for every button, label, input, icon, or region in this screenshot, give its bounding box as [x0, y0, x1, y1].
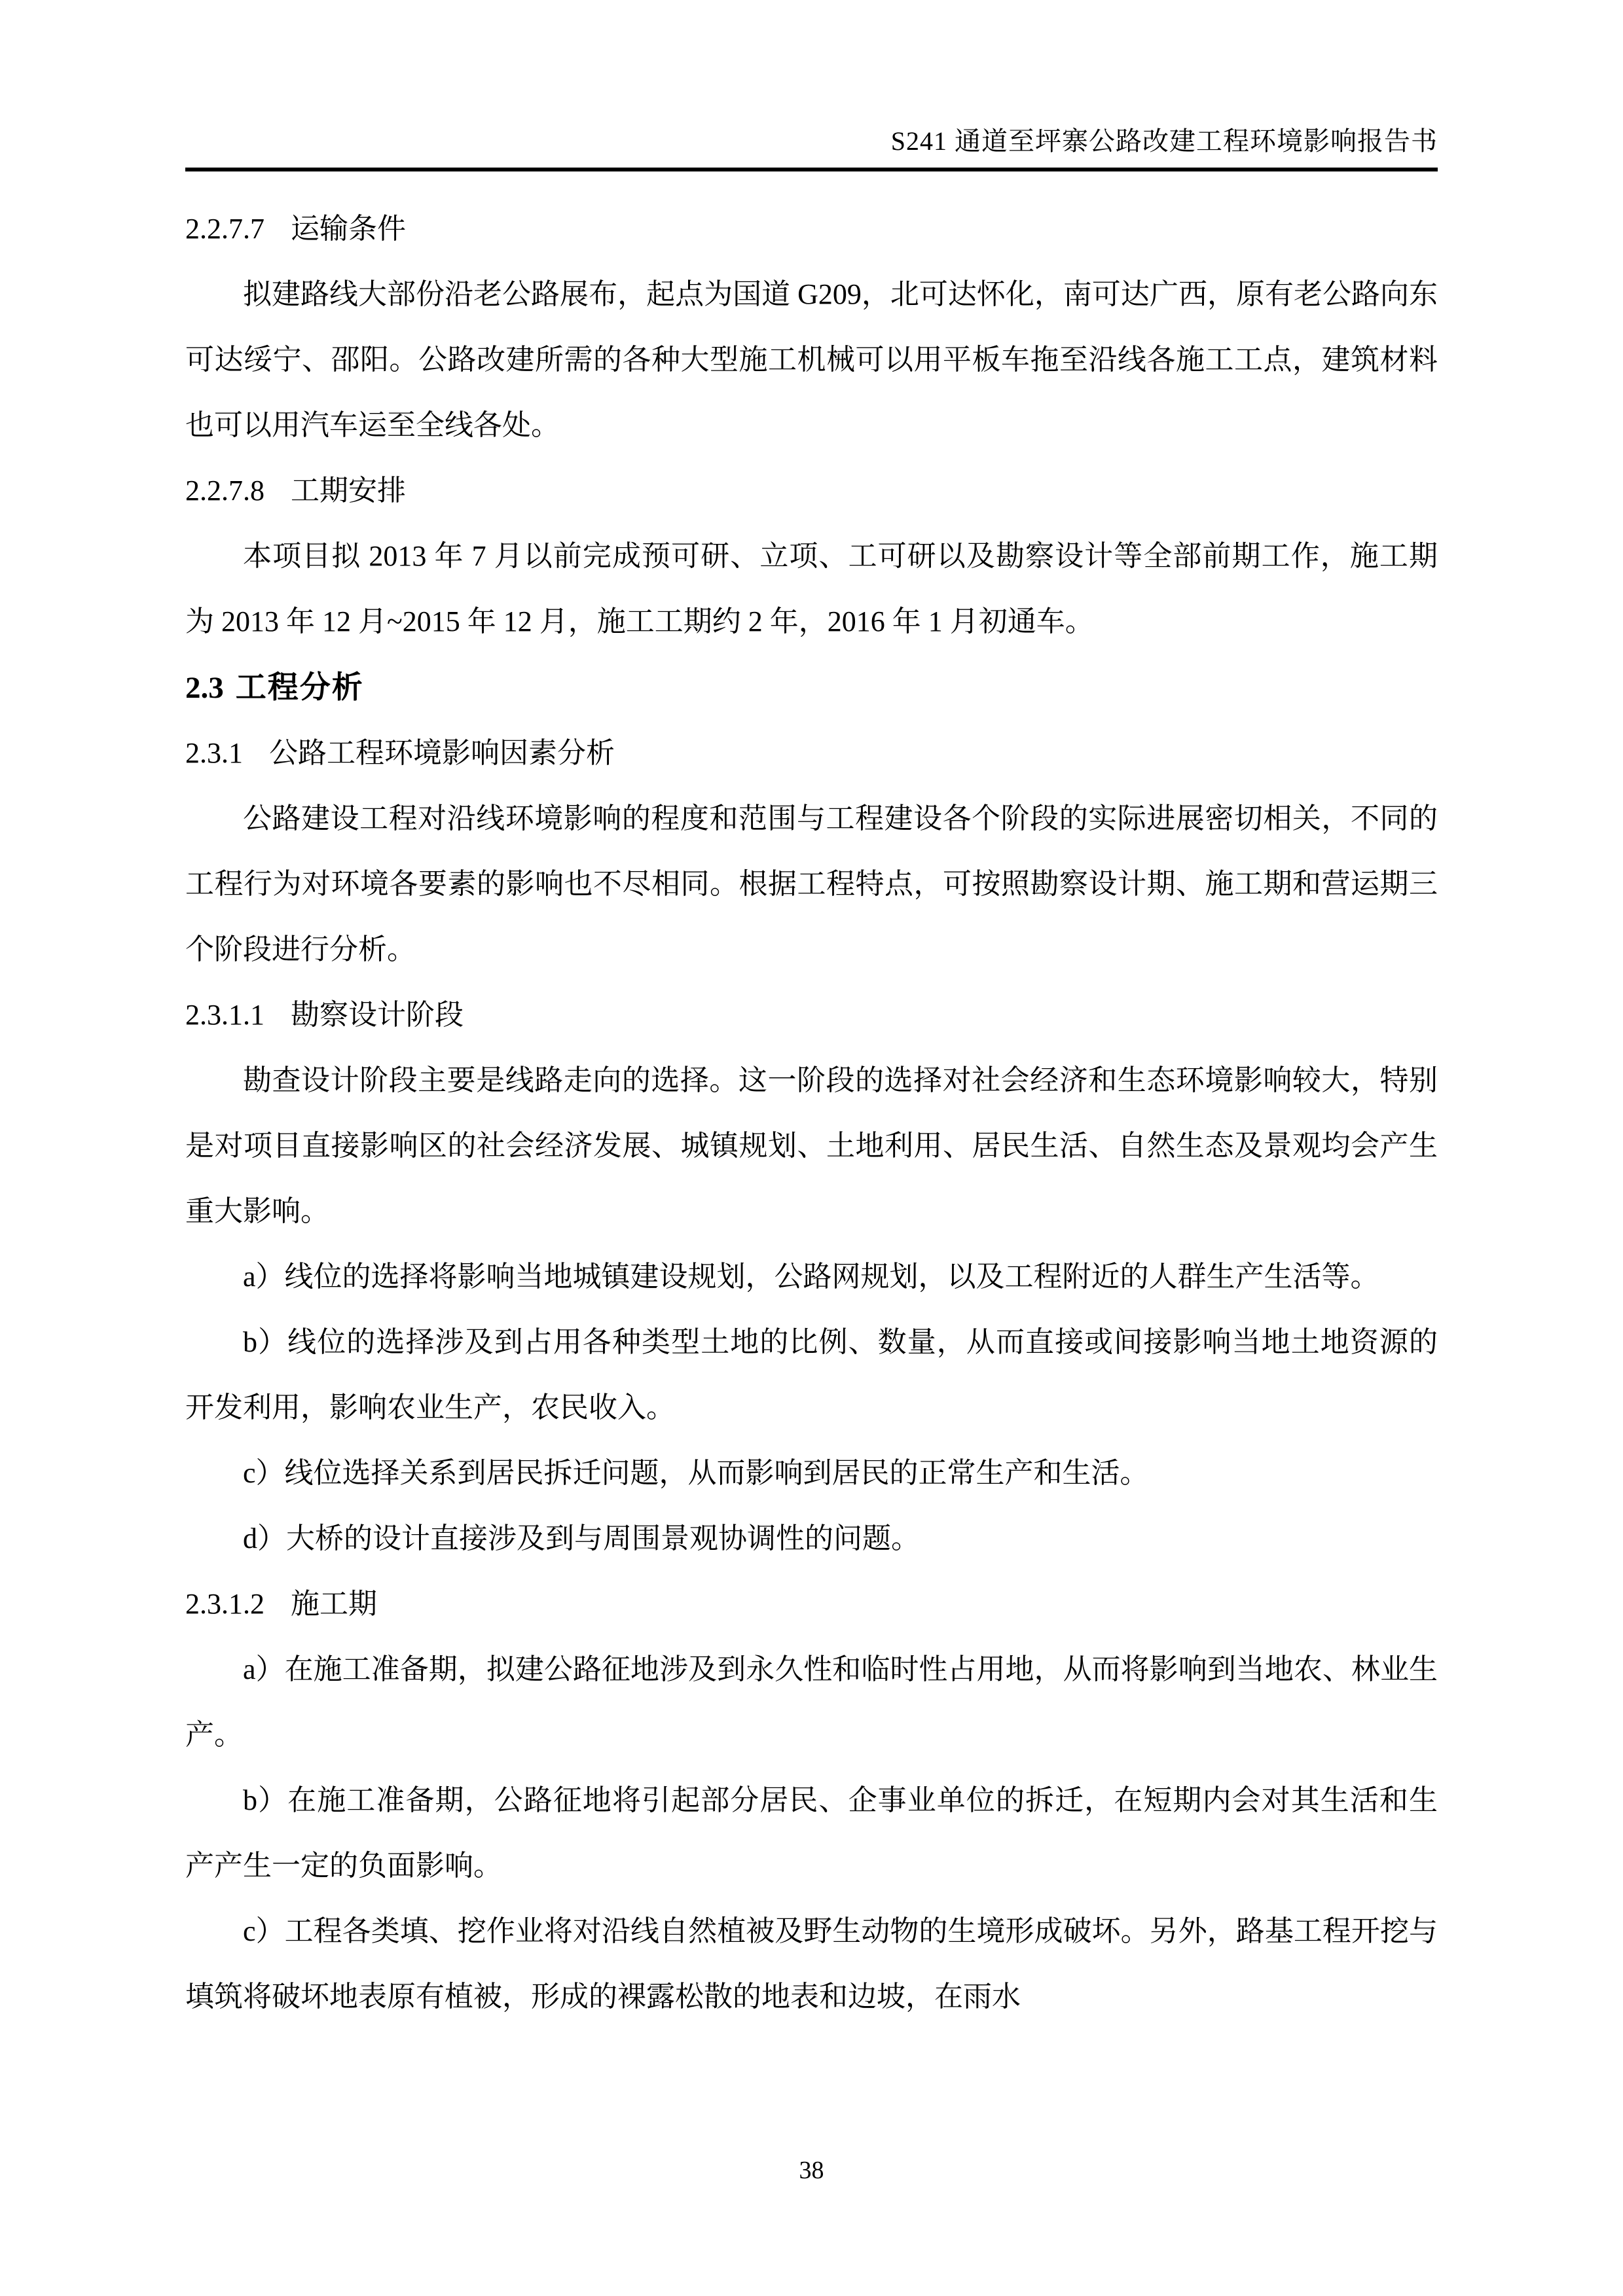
page-header	[185, 0, 1438, 171]
paragraph: b）线位的选择涉及到占用各种类型土地的比例、数量，从而直接或间接影响当地土地资源的开发利用，影响农业生产，农民收入。	[185, 1326, 1438, 1424]
section-number: 2.3.1	[185, 737, 243, 769]
section-number: 2.3	[185, 671, 224, 705]
paragraph: c）工程各类填、挖作业将对沿线自然植被及野生动物的生境形成破坏。另外，路基工程开挖与填筑将破坏地表原有植被，形成的裸露松散的地表和边坡，在雨水	[185, 1915, 1438, 2013]
section-number: 2.3.1.1	[185, 999, 264, 1031]
page-number: 38	[799, 2157, 824, 2184]
section-title: 公路工程环境影响因素分析	[269, 737, 615, 769]
paragraph: b）在施工准备期，公路征地将引起部分居民、企事业单位的拆迁，在短期内会对其生活和生产产生一定的负面影响。	[185, 1784, 1438, 1882]
page-footer	[0, 2156, 1623, 2185]
paragraph: 拟建路线大部份沿老公路展布，起点为国道 G209，北可达怀化，南可达广西，原有老公路向东可达绥宁、邵阳。公路改建所需的各种大型施工机械可以用平板车拖至沿线各施工工点，建筑材料也可以用汽车运至全线各处。	[185, 278, 1438, 441]
section-heading-2.3.1	[185, 721, 1438, 786]
paragraph: c）线位选择关系到居民拆迁问题，从而影响到居民的正常生产和生活。	[243, 1457, 1149, 1489]
section-heading-2.3.1.2	[185, 1571, 1438, 1637]
section-title: 运输条件	[291, 213, 406, 245]
paragraph: 本项目拟 2013 年 7 月以前完成预可研、立项、工可研以及勘察设计等全部前期工作，施工期为 2013 年 12 月~2015 年 12 月，施工工期约 2 年，2016 年 1 月初通车。	[185, 540, 1438, 637]
paragraph: a）线位的选择将影响当地城镇建设规划，公路网规划，以及工程附近的人群生产生活等。	[243, 1261, 1379, 1293]
paragraph: 公路建设工程对沿线环境影响的程度和范围与工程建设各个阶段的实际进展密切相关，不同的工程行为对环境各要素的影响也不尽相同。根据工程特点，可按照勘察设计期、施工期和营运期三个阶段进行分析。	[185, 802, 1438, 965]
section-heading-2.2.7.8	[185, 458, 1438, 524]
section-heading-2.2.7.7	[185, 196, 1438, 262]
section-title: 勘察设计阶段	[291, 999, 464, 1031]
section-number: 2.3.1.2	[185, 1588, 264, 1620]
section-title: 施工期	[291, 1588, 377, 1620]
paragraph: a）在施工准备期，拟建公路征地涉及到永久性和临时性占用地，从而将影响到当地农、林业生产。	[185, 1653, 1438, 1751]
section-heading-2.3	[185, 655, 1438, 721]
section-number: 2.2.7.7	[185, 213, 264, 245]
section-heading-2.3.1.1	[185, 982, 1438, 1048]
paragraph: 勘查设计阶段主要是线路走向的选择。这一阶段的选择对社会经济和生态环境影响较大，特别是对项目直接影响区的社会经济发展、城镇规划、土地利用、居民生活、自然生态及景观均会产生重大影响。	[185, 1064, 1438, 1227]
section-number: 2.2.7.8	[185, 475, 264, 507]
section-title: 工程分析	[235, 670, 364, 704]
document-body	[185, 196, 1438, 2030]
paragraph: d）大桥的设计直接涉及到与周围景观协调性的问题。	[243, 1522, 920, 1554]
header-divider	[185, 168, 1438, 171]
section-title: 工期安排	[291, 475, 406, 507]
report-title: S241 通道至坪寨公路改建工程环境影响报告书	[890, 126, 1438, 156]
